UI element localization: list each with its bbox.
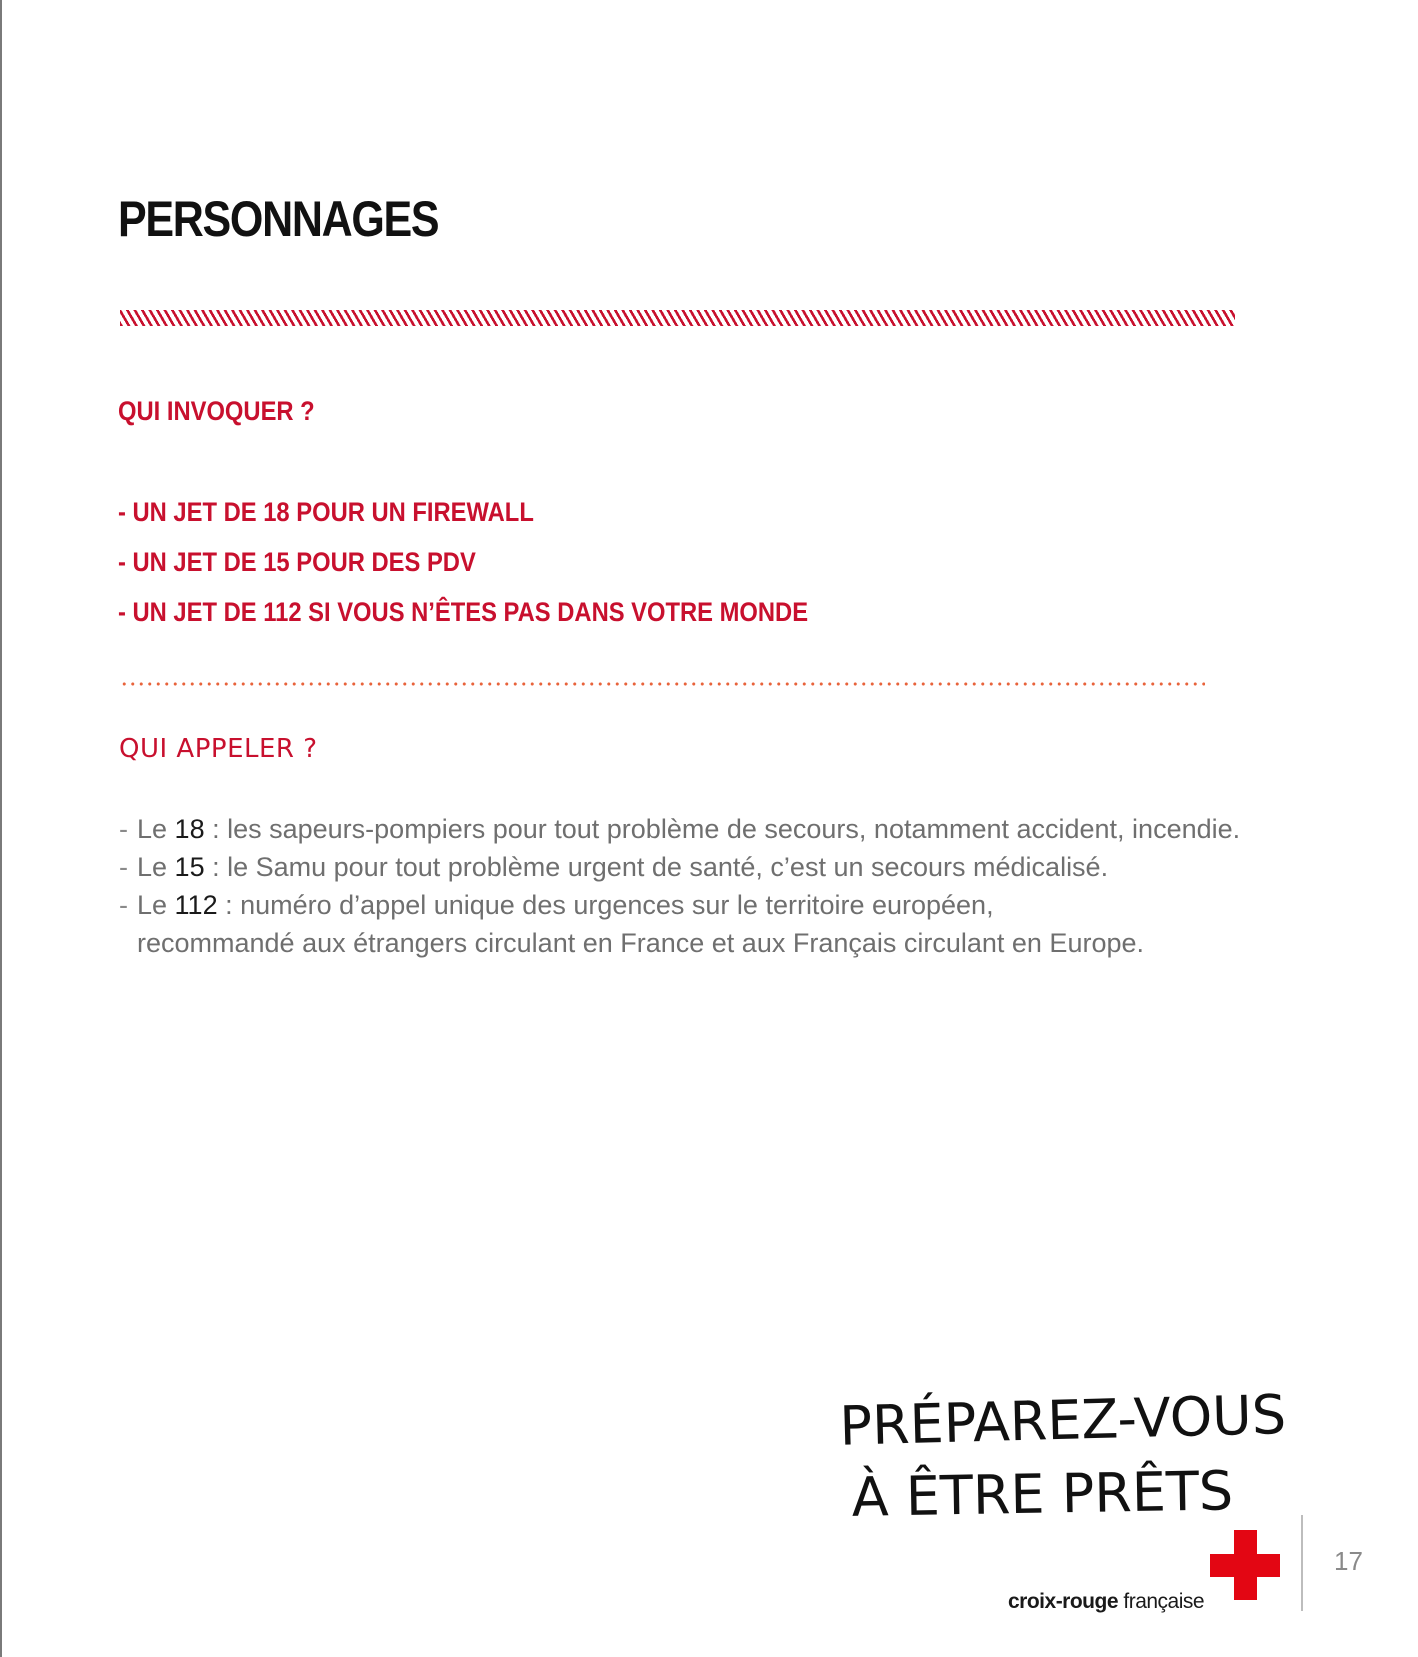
invoke-list xyxy=(118,496,808,646)
list-dash: - xyxy=(119,852,128,882)
invoke-item: - UN JET DE 112 SI VOUS N’ÊTES PAS DANS VOTRE MONDE xyxy=(118,597,809,627)
call-item xyxy=(119,810,1319,848)
invoke-heading: QUI INVOQUER ? xyxy=(118,396,315,426)
slogan-handwritten xyxy=(820,1383,1287,1530)
call-item-continuation: recommandé aux étrangers circulant en France et aux Français circulant en Europe. xyxy=(137,928,1145,958)
page-number: 17 xyxy=(1334,1546,1363,1576)
footer-divider xyxy=(1301,1515,1303,1611)
list-dash: - xyxy=(119,890,128,920)
call-item xyxy=(119,848,1319,886)
call-list xyxy=(119,810,1319,962)
call-item-text: : le Samu pour tout problème urgent de santé, c’est un secours médicalisé. xyxy=(204,852,1109,882)
emergency-number: 112 xyxy=(174,890,218,920)
invoke-item: - UN JET DE 15 POUR DES PDV xyxy=(118,547,476,577)
slogan-line-1: PRÉPAREZ-VOUS xyxy=(838,1383,1287,1458)
slogan-line-2: À ÊTRE PRÊTS xyxy=(851,1459,1234,1529)
emergency-number: 15 xyxy=(174,852,205,882)
brand-name-light: française xyxy=(1118,1590,1205,1613)
call-item-text: : numéro d’appel unique des urgences sur le territoire européen, xyxy=(217,890,994,920)
call-heading: QUI APPELER ? xyxy=(119,734,318,764)
invoke-item: - UN JET DE 18 POUR UN FIREWALL xyxy=(118,497,534,527)
call-item xyxy=(119,886,1319,962)
call-item-text: : les sapeurs-pompiers pour tout problème de secours, notamment accident, incendie. xyxy=(204,814,1241,844)
brand-wordmark xyxy=(1008,1590,1204,1614)
call-item-prefix: Le xyxy=(137,890,175,920)
page-title: PERSONNAGES xyxy=(118,191,439,247)
brand-name-bold: croix-rouge xyxy=(1008,1590,1119,1613)
red-cross-logo xyxy=(1210,1530,1280,1600)
dotted-divider xyxy=(120,682,1205,686)
emergency-number: 18 xyxy=(174,814,205,844)
call-item-prefix: Le xyxy=(137,814,175,844)
page-edge-rule xyxy=(0,0,2,1657)
list-dash: - xyxy=(119,814,128,844)
call-item-prefix: Le xyxy=(137,852,175,882)
hatched-divider xyxy=(120,310,1235,326)
